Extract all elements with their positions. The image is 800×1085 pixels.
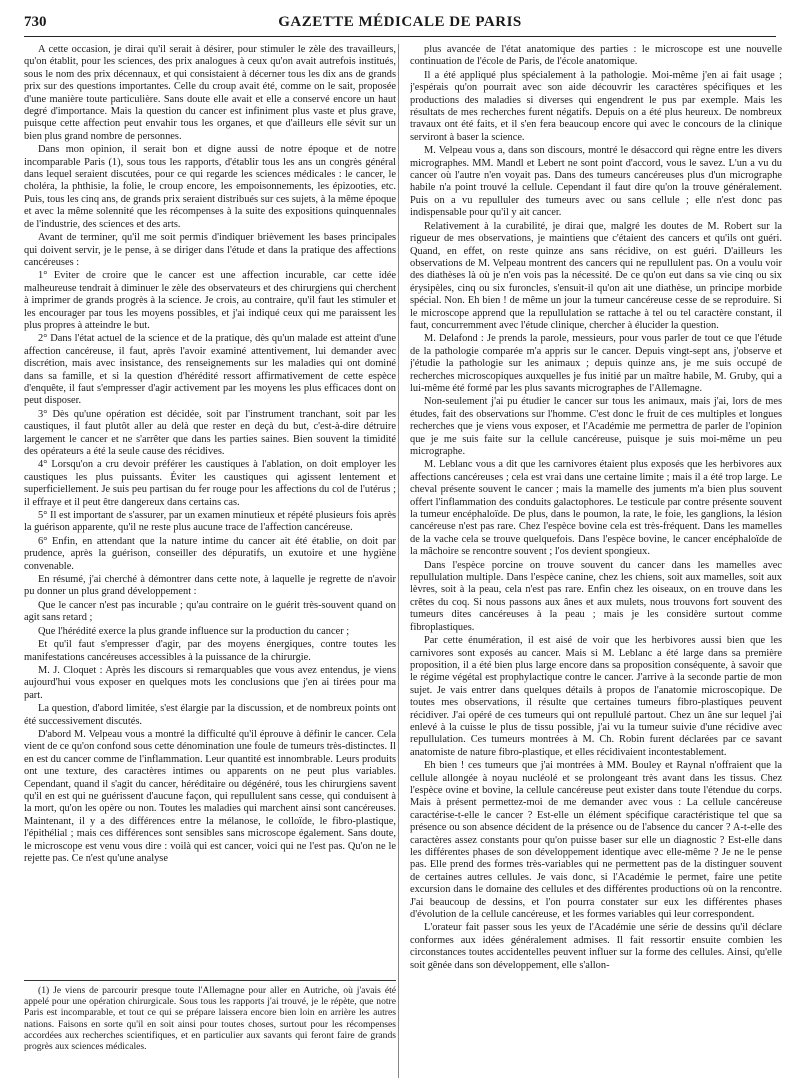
paragraph: Par cette énumération, il est aisé de voir que les herbivores aussi bien que les carnivores sont exposés au cancer. Mais si M. Leblanc a été large dans sa première proposition, il a été bien plus large encore dans sa proposition conséquente, à savoir que le régime végétal est prophylactique contre le cancer. J'arrive à la seconde partie de mon sujet. Je vais entrer dans quelques détails à propos de l'anatomie microscopique. De toutes mes observations, il résulte que certaines tumeurs fibro-plastiques peuvent récidiver. J'ai opéré de ces tumeurs qui ont repullulé partout. Chez un âne sur lequel j'ai enlevé à la cuisse le plus de tissu possible, j'ai vu la tumeur suivie d'une récidive avec repullulation. Ces tumeurs montrées à M. Ch. Robin furent déclarées par ce savant anatomiste de nature fibro-plastique, et elles récidivaient incontestablement.	[410, 635, 782, 758]
paragraph: La question, d'abord limitée, s'est élargie par la discussion, et de nombreux points ont été successivement discutés.	[24, 703, 396, 727]
paragraph: 3° Dès qu'une opération est décidée, soit par l'instrument tranchant, soit par les caustiques, il faut plutôt aller au delà que rester en deçà du but, c'est-à-dire détruire largement le cancer et ne s'arrêter que dans les parties saines. Bien souvent la timidité des opérateurs a été la seule cause des récidives.	[24, 408, 396, 457]
journal-title: GAZETTE MÉDICALE DE PARIS	[278, 14, 522, 30]
paragraph: Il a été appliqué plus spécialement à la pathologie. Moi-même j'en ai fait usage ; j'espérais qu'on pourrait avec son aide découvrir les caractères spécifiques et les productions des maladies si diverses qui engendrent le pus par exemple. Mais les résultats de mes recherches furent négatifs. Depuis on a été plus heureux. De nombreux travaux ont été faits, et il s'en fera beaucoup encore qui avec le concours de la clinique serviront à baser la science.	[410, 69, 782, 143]
paragraph: plus avancée de l'état anatomique des parties : le microscope est une nouvelle continuation de l'école de Paris, de l'école anatomique.	[410, 44, 782, 68]
paragraph: M. Delafond : Je prends la parole, messieurs, pour vous parler de tout ce que l'étude de la pathologie comparée m'a appris sur le cancer. Depuis vingt-sept ans, j'observe et j'étudie la pathologie sur les animaux ; depuis quinze ans, je me suis occupé de recherches microscopiques auxquelles je fus initié par un maître habile, M. Gruby, qui a lui-même été formé par les plus savants micrographes de l'Allemagne.	[410, 333, 782, 394]
paragraph: M. Velpeau vous a, dans son discours, montré le désaccord qui règne entre les divers micrographes. MM. Mandl et Lebert ne sont point d'accord, vous le savez. L'un a vu du cancer où l'autre n'en voyait pas. Dans des tumeurs cancéreuses plus d'un micrographe habile n'a point trouvé la cellule. Cependant il faut dire qu'on la trouve généralement. Puis on a vu repulluler des tumeurs avec ou sans cellule ; elle n'est donc pas indispensable pour qu'il y ait cancer.	[410, 145, 782, 219]
paragraph: Dans l'espèce porcine on trouve souvent du cancer dans les mamelles avec repullulation multiple. Dans l'espèce canine, chez les chiens, soit aux mamelles, soit aux lèvres, soit à la peau, cela n'est pas rare. Enfin chez les oiseaux, on en trouve dans les crêtes du coq. Si nous passons aux ânes et aux mulets, nous trouvons fort souvent des tumeurs dites cancéreuses à la peau ; mais je les considère surtout comme fibroplastiques.	[410, 559, 782, 633]
paragraph: 6° Enfin, en attendant que la nature intime du cancer ait été établie, on doit par prudence, après la guérison, conseiller des dépuratifs, un exutoire et une hygiène convenable.	[24, 535, 396, 572]
paragraph: L'orateur fait passer sous les yeux de l'Académie une série de dessins qu'il déclare conformes aux idées généralement admises. Il fait ressortir ensuite combien les circonstances toutes accidentelles peuvent influer sur la forme des cellules. Ainsi, qu'elle soit gênée dans son développement, elle s'allon-	[410, 922, 782, 971]
paragraph: A cette occasion, je dirai qu'il serait à désirer, pour stimuler le zèle des travailleurs, qu'on établit, pour les sciences, des prix analogues à ceux qu'on avait autrefois institués, sous le nom des prix décennaux, et qui consistaient à décerner tous les dix ans de grands prix sur des questions importantes. Celle du croup avait été, comme on le sait, proposée d'une manière toute particulière. Sans doute elle avait et elle a conservé encore un haut degré d'importance. Mais la question du cancer est infiniment plus vaste et plus grave, puisque cette affection peut envahir tous les organes, et que d'ailleurs elle sévit sur un bien plus grand nombre de personnes.	[24, 44, 396, 142]
paragraph: Que l'hérédité exerce la plus grande influence sur la production du cancer ;	[38, 625, 350, 637]
paragraph: M. J. Cloquet : Après les discours si remarquables que vous avez entendus, je viens aujourd'hui vous exposer en quelques mots les conclusions que j'en ai tirées pour ma part.	[24, 664, 396, 701]
paragraph: 4° Lorsqu'on a cru devoir préférer les caustiques à l'ablation, on doit employer les caustiques les plus puissants. Éviter les caustiques qui agissent lentement et superficiellement. Je suis peu partisan du fer rouge pour les affections du col de l'utérus ; il effraye et il peut être dangereux dans certains cas.	[24, 459, 396, 508]
footnote-text: (1) Je viens de parcourir presque toute l'Allemagne pour aller en Autriche, où j'avais été appelé pour une opération chirurgicale. Sous tous les rapports j'ai trouvé, je le répète, que notre Paris est incomparable, et tout ce qui se prépare laissera encore bien loin en arrière les autres nations. Faisons en sorte qu'il en soit ainsi pour toutes choses, surtout pour les récompenses accordées aux recherches scientifiques, et en particulier aux savants qui feront faire de grands progrès aux sciences médicales.	[24, 985, 396, 1053]
left-column	[24, 44, 396, 974]
paragraph: En résumé, j'ai cherché à démontrer dans cette note, à laquelle je regrette de n'avoir pu donner un plus grand développement :	[24, 574, 396, 598]
paragraph: Et qu'il faut s'empresser d'agir, par des moyens énergiques, contre toutes les manifestations cancéreuses accessibles à la puissance de la chirurgie.	[24, 639, 396, 663]
footnote	[24, 985, 396, 1080]
column-divider	[398, 44, 399, 1078]
paragraph: Relativement à la curabilité, je dirai que, malgré les doutes de M. Robert sur la rigueur de mes observations, je maintiens que c'étaient des cancers et qu'ils ont guéri. Quand, en effet, on reste quinze ans sans récidive, on est guéri. D'ailleurs les observations de M. Velpeau montrent des cancers qui ne repullulent pas. On a voulu voir des diathèses là où je n'en vois pas la nécessité. De ce qu'on eut dans sa vie cinq ou six érysipèles, cinq ou six furoncles, s'ensuit-il qu'on ait une diathèse, un principe morbide spécial. Non. Eh bien ! de même un jour la tumeur cancéreuse cesse de se reproduire. Si le microscope apprend que la repullulation se rattache à tel ou tel caractère constant, il faut, concurremment avec l'étude clinique, chercher à élucider la question.	[410, 220, 782, 331]
paragraph: 2° Dans l'état actuel de la science et de la pratique, dès qu'un malade est atteint d'une affection cancéreuse, il faut, après l'avoir examiné attentivement, lui demander avec discrétion, mais avec insistance, des renseignements sur les maladies qui ont dominé dans sa famille, et si la question d'hérédité ressort affirmativement de cette espèce d'enquête, il faut s'empresser d'agir activement par les moyens les plus efficaces dont on peut disposer.	[24, 333, 396, 407]
page-number: 730	[24, 14, 47, 30]
footnote-rule	[24, 980, 396, 981]
paragraph: Dans mon opinion, il serait bon et digne aussi de notre époque et de notre incomparable Paris (1), sous tous les rapports, d'établir tous les ans un congrès général dans lequel seraient discutées, pour ce qui regarde les sciences médicales : le cancer, le choléra, la phthisie, la folie, le croup encore, les empoisonnements, les épizooties, etc. Puis, tous les cinq ans, de grands prix seraient distribués sur ces sujets, à la même époque et avec la même solennité que les récompenses à la suite des expositions quinquennales de l'industrie, des sciences et des arts.	[24, 144, 396, 230]
paragraph: Eh bien ! ces tumeurs que j'ai montrées à MM. Bouley et Raynal n'offraient que la cellule allongée à noyau nucléolé et se prolongeant très avant dans les tissus. Chez l'espèce ovine et bovine, la cellule cancéreuse peut exister dans toute l'étendue du corps. Mais à présent permettez-moi de me demander avec vous : La cellule cancéreuse caractérise-t-elle le cancer ? Est-elle un élément spécifique caractéristique tel que sa présence ou son absence décident de la présence ou de l'absence du cancer ? A-t-elle des caractères assez constants pour qu'on puisse baser sur elle un diagnostic ? Est-elle dans les différentes phases de son développement identique avec elle-même ? Je ne le pense pas. Elle prend des formes très-variables qui ne permettent pas de la distinguer souvent de certaines autres cellules. Je vais donc, si l'Académie le permet, faire une petite excursion dans le domaine des cellules et des différentes productions où on la rencontre. J'ai beaucoup de dessins, et l'on pourra constater sur eux les différentes phases d'évolution de la cellule cancéreuse, et les formes variables qui leur correspondent.	[410, 760, 782, 921]
paragraph: Avant de terminer, qu'il me soit permis d'indiquer brièvement les bases principales qui doivent servir, je le pense, à se diriger dans l'étude et dans la pratique des affections cancéreuses :	[24, 232, 396, 268]
paragraph: M. Leblanc vous a dit que les carnivores étaient plus exposés que les herbivores aux affections cancéreuses ; cela est vrai dans une certaine limite ; mais il a été trop large. Le cheval présente souvent le cancer ; mais la mamelle des juments m'a bien plus souvent offert l'inflammation des conduits galactophores. Le testicule par contre présente souvent la tumeur encéphaloïde. De plus, dans le poumon, la rate, le foie, les ganglions, la lésion cancéreuse n'est pas rare. Chez l'espèce bovine cela est très-fréquent. Dans les mamelles de la vache cela se trouve quelquefois. Dans l'espèce bovine, le cancer encéphaloïde de la mâchoire se rencontre souvent ; l'os devient spongieux.	[410, 459, 782, 558]
paragraph: Non-seulement j'ai pu étudier le cancer sur tous les animaux, mais j'ai, lors de mes études, fait des observations sur l'homme. C'est donc le fruit de ces multiples et longues recherches que je viens vous exposer, et l'Académie me permettra de parler de l'opinion que je me suis faite sur la cellule cancéreuse, puisque je suis moi-même un peu micrographe.	[410, 396, 782, 457]
right-column	[410, 44, 782, 1080]
paragraph: Que le cancer n'est pas incurable ; qu'au contraire on le guérit très-souvent quand on agit sans retard ;	[24, 599, 396, 624]
paragraph: 5° Il est important de s'assurer, par un examen minutieux et répété plusieurs fois après la guérison apparente, qu'il ne reste plus aucune trace de l'affection cancéreuse.	[24, 510, 396, 534]
paragraph: D'abord M. Velpeau vous a montré la difficulté qu'il éprouve à définir le cancer. Cela vient de ce qu'on confond sous cette dénomination une foule de tumeurs très-distinctes. Il en est du cancer comme de l'inflammation. Leur quantité est innombrable. Leurs produits ont une texture, des caractères intimes ou apparents on ne peut plus variables. Cependant, quand il s'agit du cancer, héréditaire ou dégénéré, tous les chirurgiens savent qu'il en est qui ne guérissent d'aucune façon, qui repullulent sans cesse, qui conduisent à la mort, qu'on les opère ou non. Toutes les maladies qui marchent ainsi sont cancéreuses. Maintenant, il y a des différences entre la mélanose, le colloïde, le fibro-plastique, l'épithélial ; mais ces différences sont sensibles sans microscope également. Sans doute, le microscope est venu vous dire : voilà qui est cancer, voici qui ne l'est pas. Qu'on ne le rejette pas. Ce n'est qu'une analyse	[24, 728, 396, 864]
page-header	[24, 14, 776, 37]
paragraph: 1° Eviter de croire que le cancer est une affection incurable, car cette idée malheureuse tendrait à diminuer le zèle des observateurs et des chirurgiens qui cherchent à imprimer de grands progrès à la science. Je crois, au contraire, qu'il faut les stimuler et les encourager par tous les moyens possibles, et j'ai indiqué ceux qui me paraissent les plus propres à atteindre le but.	[24, 270, 396, 331]
